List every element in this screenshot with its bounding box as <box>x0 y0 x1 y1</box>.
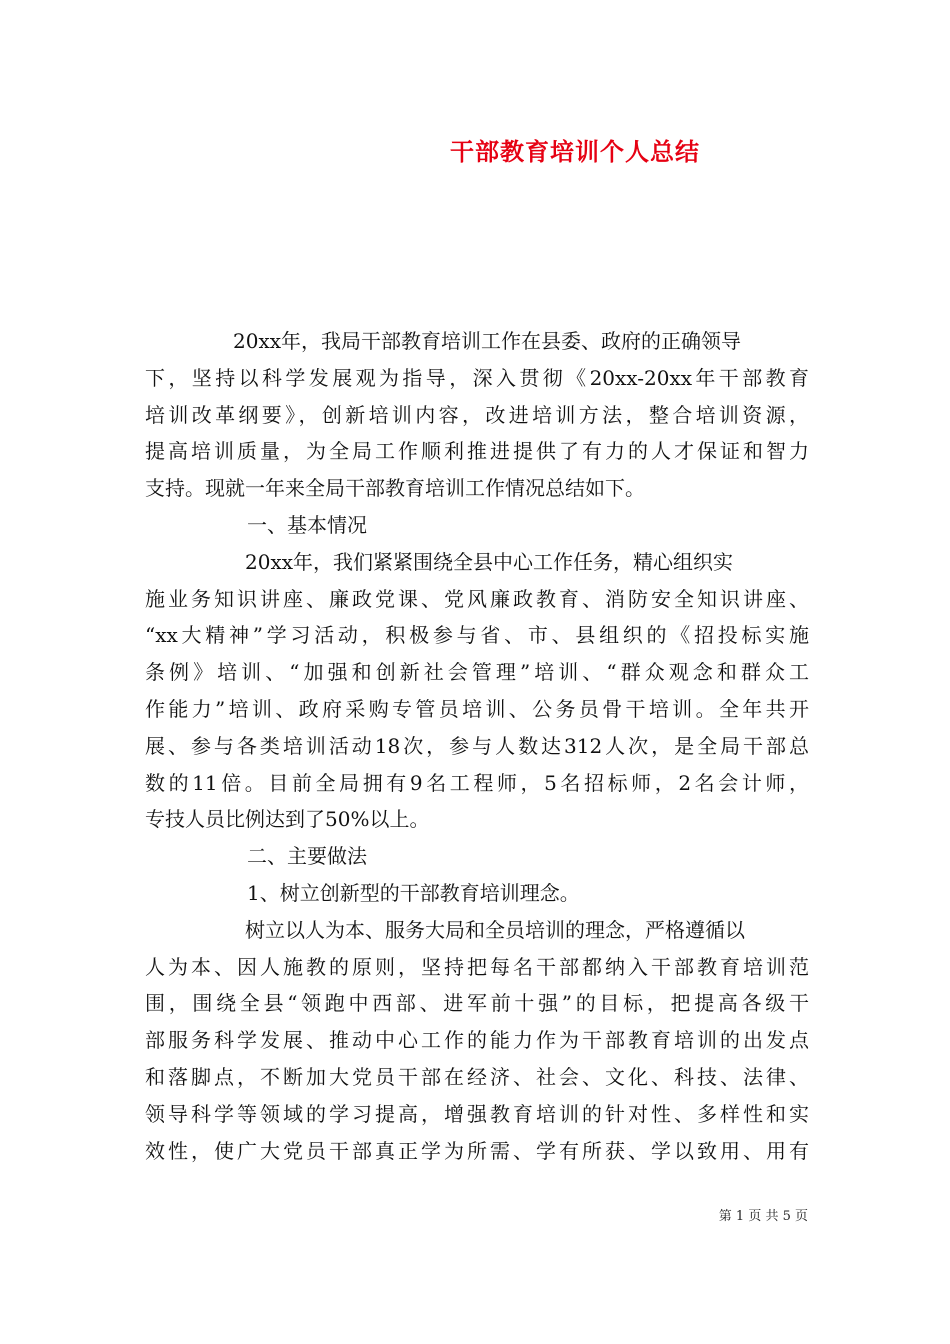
paragraph-line: 数的11倍。目前全局拥有9名工程师，5名招标师，2名会计师， <box>145 770 809 795</box>
paragraph-line: 人为本、因人施教的原则，坚持把每名干部都纳入干部教育培训范 <box>145 954 809 979</box>
paragraph-line: 展、参与各类培训活动18次，参与人数达312人次，是全局干部总 <box>145 733 809 758</box>
paragraph-line: 条例》培训、“加强和创新社会管理”培训、“群众观念和群众工 <box>145 660 809 685</box>
subsection-heading: 1、树立创新型的干部教育培训理念。 <box>247 880 580 905</box>
paragraph-line: 作能力”培训、政府采购专管员培训、公务员骨干培训。全年共开 <box>145 696 809 721</box>
paragraph-line: 效性，使广大党员干部真正学为所需、学有所获、学以致用、用有 <box>145 1138 809 1163</box>
page-number: 第 1 页 共 5 页 <box>718 1209 808 1224</box>
paragraph-line: 支持。现就一年来全局干部教育培训工作情况总结如下。 <box>145 476 645 501</box>
paragraph-line: 树立以人为本、服务大局和全员培训的理念，严格遵循以 <box>245 917 745 942</box>
paragraph-line: 施业务知识讲座、廉政党课、党风廉政教育、消防安全知识讲座、 <box>145 586 809 611</box>
paragraph-line: 和落脚点，不断加大党员干部在经济、社会、文化、科技、法律、 <box>145 1064 809 1089</box>
paragraph-line: 领导科学等领域的学习提高，增强教育培训的针对性、多样性和实 <box>145 1101 809 1126</box>
paragraph-line: 围，围绕全县“领跑中西部、进军前十强”的目标，把提高各级干 <box>145 991 809 1016</box>
paragraph-line: “xx大精神”学习活动，积极参与省、市、县组织的《招投标实施 <box>145 623 809 648</box>
section-heading: 一、基本情况 <box>247 512 367 537</box>
paragraph-line: 下，坚持以科学发展观为指导，深入贯彻《20xx-20xx年干部教育 <box>145 365 809 390</box>
paragraph-line: 20xx年，我们紧紧围绕全县中心工作任务，精心组织实 <box>245 549 734 574</box>
paragraph-line: 培训改革纲要》，创新培训内容，改进培训方法，整合培训资源， <box>145 402 809 427</box>
document-body <box>145 323 809 1169</box>
document-title: 干部教育培训个人总结 <box>450 137 700 166</box>
paragraph-line: 提高培训质量，为全局工作顺利推进提供了有力的人才保证和智力 <box>145 439 809 464</box>
paragraph-line: 20xx年，我局干部教育培训工作在县委、政府的正确领导 <box>233 329 742 353</box>
section-heading: 二、主要做法 <box>247 844 367 869</box>
paragraph-line: 部服务科学发展、推动中心工作的能力作为干部教育培训的出发点 <box>145 1028 809 1053</box>
paragraph-line: 专技人员比例达到了50%以上。 <box>145 807 430 832</box>
